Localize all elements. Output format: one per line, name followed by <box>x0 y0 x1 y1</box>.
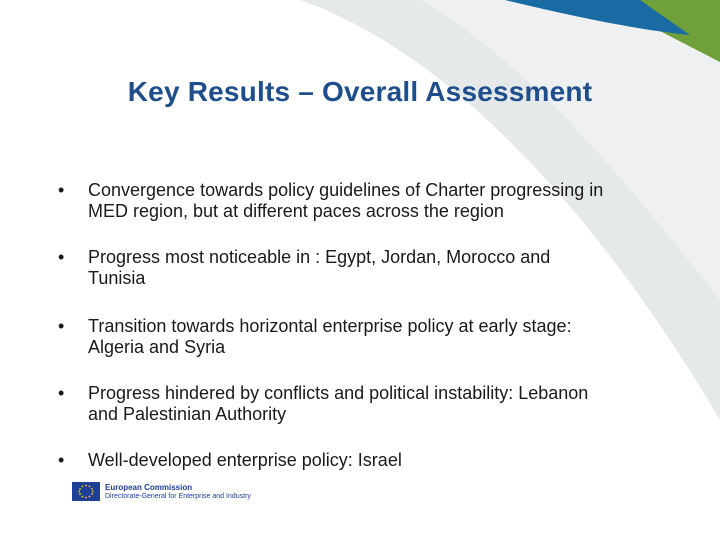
bullet-marker: • <box>58 383 65 403</box>
organization-name: European Commission <box>105 482 193 492</box>
bullet-text-line: Algeria and Syria <box>88 337 226 357</box>
bullet-text-line: Convergence towards policy guidelines of Charter progressing in <box>88 180 604 200</box>
slide-title: Key Results – Overall Assessment <box>127 76 593 107</box>
footer-text <box>105 483 251 501</box>
bullet-text-line: Transition towards horizontal enterprise policy at early stage: <box>88 316 572 336</box>
bullet-item <box>58 180 603 222</box>
bullet-text-line: Tunisia <box>88 268 146 288</box>
bullet-marker: • <box>58 450 65 470</box>
bullet-marker: • <box>58 180 65 200</box>
bullet-text-line: MED region, but at different paces across the region <box>88 201 504 221</box>
bullet-marker: • <box>58 316 65 336</box>
bullet-marker: • <box>58 247 65 267</box>
bullet-item <box>58 247 550 289</box>
bullet-text-line: Progress most noticeable in : Egypt, Jordan, Morocco and <box>88 247 551 267</box>
footer-logo <box>72 482 251 501</box>
directorate-name: Directorate-General for Enterprise and Industry <box>105 492 251 500</box>
bullet-text-line: Well-developed enterprise policy: Israel <box>88 450 402 470</box>
bullet-text-line: Progress hindered by conflicts and political instability: Lebanon <box>88 383 589 403</box>
bullet-item <box>58 383 588 425</box>
bullet-item <box>58 450 402 471</box>
bullet-item <box>58 316 572 358</box>
bullet-text-line: and Palestinian Authority <box>88 404 287 424</box>
eu-flag-icon <box>72 482 100 501</box>
